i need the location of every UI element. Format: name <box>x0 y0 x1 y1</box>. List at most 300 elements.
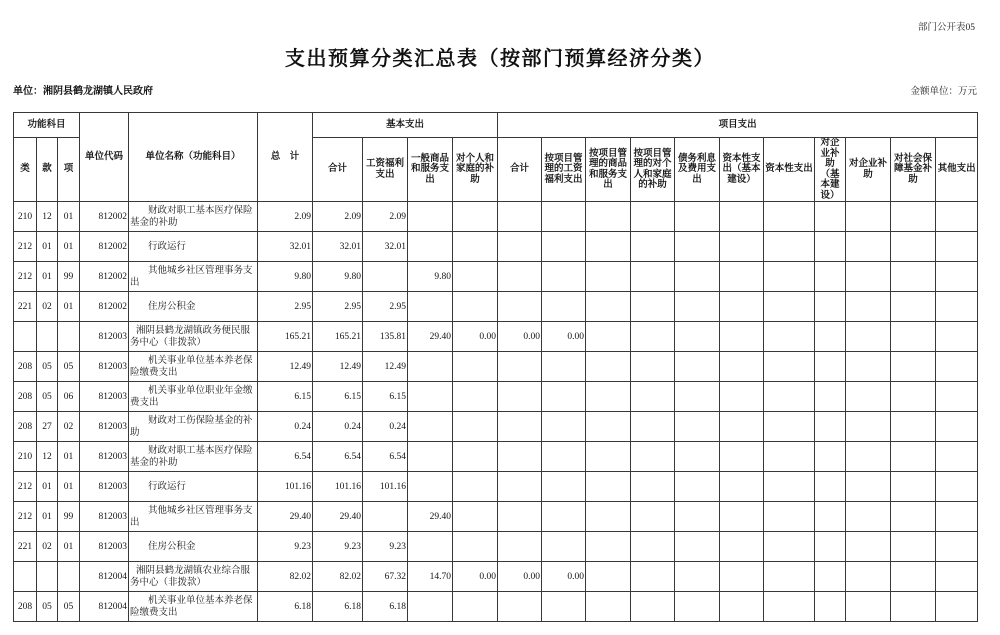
amount-cell <box>542 412 586 442</box>
amount-cell: 32.01 <box>363 232 408 262</box>
amount-cell <box>542 442 586 472</box>
amount-cell <box>453 442 498 472</box>
amount-cell <box>453 472 498 502</box>
amount-cell <box>846 322 891 352</box>
amount-cell <box>846 412 891 442</box>
func-item-cell: 02 <box>58 412 80 442</box>
unit-name-cell: 行政运行 <box>129 232 258 262</box>
unit-name-cell: 其他城乡社区管理事务支出 <box>129 502 258 532</box>
func-item-cell: 05 <box>58 592 80 622</box>
amount-cell <box>453 502 498 532</box>
amount-cell <box>453 292 498 322</box>
amount-cell <box>720 562 764 592</box>
func-item-cell: 01 <box>58 472 80 502</box>
amount-cell <box>408 442 453 472</box>
func-class-cell: 212 <box>14 232 37 262</box>
amount-cell <box>498 442 542 472</box>
amount-cell <box>720 352 764 382</box>
amount-cell: 12.49 <box>363 352 408 382</box>
amount-cell <box>764 202 815 232</box>
amount-cell <box>720 382 764 412</box>
func-section-cell: 05 <box>37 382 58 412</box>
func-section-cell: 12 <box>37 442 58 472</box>
amount-cell <box>675 292 720 322</box>
amount-cell <box>675 232 720 262</box>
amount-cell <box>498 352 542 382</box>
amount-cell <box>408 292 453 322</box>
amount-cell <box>498 592 542 622</box>
amount-cell <box>720 412 764 442</box>
amount-cell <box>498 412 542 442</box>
func-section-cell: 05 <box>37 352 58 382</box>
amount-cell <box>846 472 891 502</box>
header-capital: 资本性支出 <box>764 138 815 202</box>
unit-name-cell: 机关事业单位基本养老保险缴费支出 <box>129 592 258 622</box>
func-section-cell: 01 <box>37 232 58 262</box>
header-func-item: 项 <box>58 138 80 202</box>
amount-cell <box>453 412 498 442</box>
amount-cell <box>631 502 675 532</box>
amount-cell: 12.49 <box>258 352 313 382</box>
amount-cell <box>891 562 936 592</box>
amount-cell: 67.32 <box>363 562 408 592</box>
amount-cell <box>764 292 815 322</box>
header-basic-wages: 工资福利支出 <box>363 138 408 202</box>
func-section-cell: 27 <box>37 412 58 442</box>
amount-cell: 2.95 <box>363 292 408 322</box>
amount-cell <box>720 442 764 472</box>
amount-cell <box>408 532 453 562</box>
table-row <box>14 472 978 502</box>
amount-cell: 0.24 <box>258 412 313 442</box>
amount-cell <box>891 352 936 382</box>
func-class-cell: 208 <box>14 382 37 412</box>
amount-cell: 101.16 <box>258 472 313 502</box>
amount-cell: 0.00 <box>498 562 542 592</box>
amount-cell <box>891 592 936 622</box>
table-row <box>14 352 978 382</box>
amount-cell <box>586 352 631 382</box>
amount-cell: 0.00 <box>453 562 498 592</box>
amount-cell <box>453 592 498 622</box>
unit-code-cell: 812003 <box>80 382 129 412</box>
amount-unit-label: 金额单位：万元 <box>910 87 977 97</box>
amount-cell: 9.80 <box>408 262 453 292</box>
header-project-individuals: 按项目管理的对个人和家庭的补助 <box>631 138 675 202</box>
amount-cell <box>846 532 891 562</box>
amount-cell <box>720 322 764 352</box>
amount-cell: 9.23 <box>363 532 408 562</box>
amount-cell <box>936 532 978 562</box>
amount-cell: 165.21 <box>258 322 313 352</box>
amount-cell <box>408 472 453 502</box>
func-item-cell: 01 <box>58 532 80 562</box>
func-item-cell <box>58 562 80 592</box>
func-item-cell: 01 <box>58 202 80 232</box>
amount-cell <box>675 382 720 412</box>
amount-cell <box>815 382 846 412</box>
table-header <box>14 113 978 202</box>
table-row <box>14 562 978 592</box>
amount-cell <box>936 472 978 502</box>
unit-code-cell: 812003 <box>80 412 129 442</box>
amount-cell <box>363 502 408 532</box>
func-section-cell: 12 <box>37 202 58 232</box>
amount-cell <box>720 232 764 262</box>
amount-cell <box>720 532 764 562</box>
amount-cell <box>498 232 542 262</box>
header-capital-construction: 资本性支出（基本建设） <box>720 138 764 202</box>
amount-cell <box>498 292 542 322</box>
amount-cell <box>764 262 815 292</box>
unit-code-cell: 812002 <box>80 232 129 262</box>
amount-cell <box>453 232 498 262</box>
amount-cell: 9.80 <box>313 262 363 292</box>
amount-cell: 6.18 <box>313 592 363 622</box>
unit-code-cell: 812002 <box>80 292 129 322</box>
amount-cell <box>846 502 891 532</box>
amount-cell <box>815 352 846 382</box>
amount-cell: 29.40 <box>313 502 363 532</box>
func-class-cell: 208 <box>14 412 37 442</box>
unit-code-cell: 812004 <box>80 592 129 622</box>
header-other: 其他支出 <box>936 138 978 202</box>
amount-cell <box>891 382 936 412</box>
amount-cell <box>936 352 978 382</box>
header-enterprise-construction: 对企业补助（基本建设） <box>815 138 846 202</box>
unit-label: 单位：湘阴县鹤龙湖镇人民政府 <box>13 86 153 97</box>
amount-cell <box>586 442 631 472</box>
amount-cell <box>936 412 978 442</box>
amount-cell <box>631 412 675 442</box>
amount-cell <box>936 382 978 412</box>
amount-cell <box>586 232 631 262</box>
func-item-cell: 01 <box>58 442 80 472</box>
unit-name-cell: 住房公积金 <box>129 532 258 562</box>
amount-cell: 6.18 <box>258 592 313 622</box>
amount-cell <box>675 322 720 352</box>
amount-cell <box>631 472 675 502</box>
amount-cell <box>764 502 815 532</box>
amount-cell <box>675 562 720 592</box>
header-total: 总 计 <box>258 113 313 202</box>
amount-cell <box>586 562 631 592</box>
amount-cell <box>542 292 586 322</box>
amount-cell <box>936 442 978 472</box>
amount-cell: 6.15 <box>313 382 363 412</box>
table-row <box>14 292 978 322</box>
func-item-cell <box>58 322 80 352</box>
amount-cell <box>936 592 978 622</box>
amount-cell <box>453 202 498 232</box>
amount-cell <box>586 532 631 562</box>
amount-cell <box>815 412 846 442</box>
amount-cell <box>720 472 764 502</box>
amount-cell <box>542 502 586 532</box>
amount-cell <box>631 262 675 292</box>
amount-cell <box>586 382 631 412</box>
func-item-cell: 05 <box>58 352 80 382</box>
func-class-cell <box>14 322 37 352</box>
amount-cell: 32.01 <box>258 232 313 262</box>
amount-cell: 9.23 <box>313 532 363 562</box>
amount-cell: 0.00 <box>498 322 542 352</box>
amount-cell <box>498 202 542 232</box>
header-func-group: 功能科目 <box>14 113 80 138</box>
amount-cell: 135.81 <box>363 322 408 352</box>
amount-cell: 165.21 <box>313 322 363 352</box>
amount-cell <box>815 532 846 562</box>
amount-cell <box>675 202 720 232</box>
unit-name-cell: 湘阴县鹤龙湖镇政务便民服务中心（非拨款） <box>129 322 258 352</box>
table-row <box>14 592 978 622</box>
func-class-cell: 221 <box>14 292 37 322</box>
unit-name-cell: 机关事业单位基本养老保险缴费支出 <box>129 352 258 382</box>
func-section-cell: 01 <box>37 472 58 502</box>
amount-cell <box>846 442 891 472</box>
header-func-section: 款 <box>37 138 58 202</box>
amount-cell: 101.16 <box>313 472 363 502</box>
amount-cell <box>936 202 978 232</box>
unit-code-cell: 812002 <box>80 262 129 292</box>
amount-cell: 2.95 <box>258 292 313 322</box>
amount-cell <box>891 412 936 442</box>
amount-cell <box>408 412 453 442</box>
func-class-cell: 212 <box>14 472 37 502</box>
header-debt-interest: 债务利息及费用支出 <box>675 138 720 202</box>
amount-cell <box>675 262 720 292</box>
amount-cell <box>720 202 764 232</box>
amount-cell <box>764 442 815 472</box>
amount-cell <box>675 472 720 502</box>
amount-cell <box>498 532 542 562</box>
amount-cell <box>453 352 498 382</box>
unit-name-cell: 财政对职工基本医疗保险基金的补助 <box>129 442 258 472</box>
header-project-subtotal: 合计 <box>498 138 542 202</box>
amount-cell <box>675 352 720 382</box>
amount-cell <box>815 592 846 622</box>
func-class-cell: 212 <box>14 262 37 292</box>
header-enterprise-subsidy: 对企业补助 <box>846 138 891 202</box>
func-section-cell: 02 <box>37 532 58 562</box>
amount-cell: 2.09 <box>258 202 313 232</box>
amount-cell: 0.24 <box>363 412 408 442</box>
amount-cell: 29.40 <box>408 322 453 352</box>
amount-cell: 29.40 <box>408 502 453 532</box>
amount-cell <box>453 262 498 292</box>
amount-cell <box>720 502 764 532</box>
amount-cell <box>631 322 675 352</box>
header-unit-name: 单位名称（功能科目） <box>129 113 258 202</box>
amount-cell <box>542 532 586 562</box>
amount-cell <box>815 502 846 532</box>
amount-cell: 2.09 <box>363 202 408 232</box>
header-project-goods: 按项目管理的商品和服务支出 <box>586 138 631 202</box>
amount-cell <box>815 202 846 232</box>
amount-cell <box>846 202 891 232</box>
amount-cell: 0.00 <box>542 562 586 592</box>
amount-cell <box>631 592 675 622</box>
header-basic-group: 基本支出 <box>313 113 498 138</box>
amount-cell: 14.70 <box>408 562 453 592</box>
amount-cell: 2.09 <box>313 202 363 232</box>
amount-cell <box>815 262 846 292</box>
amount-cell <box>936 322 978 352</box>
amount-cell <box>498 382 542 412</box>
func-item-cell: 99 <box>58 502 80 532</box>
amount-cell <box>846 562 891 592</box>
amount-cell <box>891 232 936 262</box>
amount-cell <box>936 292 978 322</box>
amount-cell <box>815 562 846 592</box>
budget-summary-table <box>13 112 978 622</box>
amount-cell <box>764 532 815 562</box>
func-item-cell: 99 <box>58 262 80 292</box>
amount-cell <box>542 202 586 232</box>
amount-cell <box>586 202 631 232</box>
amount-cell <box>764 412 815 442</box>
amount-cell: 0.00 <box>453 322 498 352</box>
amount-cell <box>846 232 891 262</box>
table-row <box>14 202 978 232</box>
header-func-class: 类 <box>14 138 37 202</box>
func-class-cell: 212 <box>14 502 37 532</box>
amount-cell <box>542 472 586 502</box>
amount-cell <box>815 292 846 322</box>
amount-cell <box>891 262 936 292</box>
header-basic-subtotal: 合计 <box>313 138 363 202</box>
unit-name-cell: 机关事业单位职业年金缴费支出 <box>129 382 258 412</box>
amount-cell <box>586 262 631 292</box>
amount-cell <box>891 322 936 352</box>
amount-cell <box>586 322 631 352</box>
amount-cell <box>675 502 720 532</box>
amount-cell <box>675 412 720 442</box>
table-row <box>14 382 978 412</box>
unit-code-cell: 812003 <box>80 352 129 382</box>
doc-code-label: 部门公开表05 <box>917 23 975 33</box>
unit-name-cell: 财政对工伤保险基金的补助 <box>129 412 258 442</box>
func-class-cell: 208 <box>14 352 37 382</box>
unit-code-cell: 812003 <box>80 472 129 502</box>
unit-name-cell: 行政运行 <box>129 472 258 502</box>
amount-cell: 0.24 <box>313 412 363 442</box>
amount-cell <box>498 472 542 502</box>
amount-cell <box>408 382 453 412</box>
amount-cell <box>846 292 891 322</box>
func-class-cell: 208 <box>14 592 37 622</box>
amount-cell <box>815 232 846 262</box>
table-row <box>14 442 978 472</box>
amount-cell: 6.54 <box>258 442 313 472</box>
unit-code-cell: 812003 <box>80 532 129 562</box>
header-project-wages: 按项目管理的工资福利支出 <box>542 138 586 202</box>
amount-cell: 101.16 <box>363 472 408 502</box>
amount-cell <box>720 292 764 322</box>
func-item-cell: 06 <box>58 382 80 412</box>
amount-cell: 32.01 <box>313 232 363 262</box>
amount-cell <box>675 592 720 622</box>
amount-cell <box>586 472 631 502</box>
amount-cell: 29.40 <box>258 502 313 532</box>
amount-cell <box>720 262 764 292</box>
amount-cell <box>846 262 891 292</box>
amount-cell <box>586 592 631 622</box>
amount-cell: 9.23 <box>258 532 313 562</box>
amount-cell <box>408 202 453 232</box>
amount-cell <box>586 502 631 532</box>
amount-cell: 82.02 <box>258 562 313 592</box>
table-row <box>14 532 978 562</box>
func-class-cell: 221 <box>14 532 37 562</box>
amount-cell: 6.15 <box>363 382 408 412</box>
amount-cell: 12.49 <box>313 352 363 382</box>
unit-code-cell: 812003 <box>80 442 129 472</box>
amount-cell <box>891 202 936 232</box>
amount-cell <box>891 442 936 472</box>
amount-cell <box>631 442 675 472</box>
amount-cell <box>764 322 815 352</box>
amount-cell <box>936 502 978 532</box>
amount-cell <box>542 592 586 622</box>
amount-cell: 2.95 <box>313 292 363 322</box>
header-group-row <box>14 113 978 138</box>
table-row <box>14 502 978 532</box>
amount-cell <box>453 382 498 412</box>
amount-cell <box>586 412 631 442</box>
table-body <box>14 202 978 622</box>
amount-cell <box>764 232 815 262</box>
table-row <box>14 262 978 292</box>
amount-cell: 0.00 <box>542 322 586 352</box>
unit-code-cell: 812003 <box>80 502 129 532</box>
amount-cell <box>846 382 891 412</box>
meta-row <box>13 82 977 97</box>
amount-cell <box>675 442 720 472</box>
amount-cell <box>586 292 631 322</box>
header-unit-code: 单位代码 <box>80 113 129 202</box>
amount-cell: 6.15 <box>258 382 313 412</box>
amount-cell <box>720 592 764 622</box>
amount-cell <box>363 262 408 292</box>
unit-code-cell: 812004 <box>80 562 129 592</box>
amount-cell <box>764 382 815 412</box>
amount-cell <box>675 532 720 562</box>
amount-cell <box>408 352 453 382</box>
func-section-cell: 01 <box>37 502 58 532</box>
amount-cell: 82.02 <box>313 562 363 592</box>
amount-cell <box>631 382 675 412</box>
amount-cell <box>631 562 675 592</box>
amount-cell <box>453 532 498 562</box>
amount-cell: 6.18 <box>363 592 408 622</box>
amount-cell: 9.80 <box>258 262 313 292</box>
amount-cell: 6.54 <box>363 442 408 472</box>
amount-cell <box>498 502 542 532</box>
unit-name-cell: 财政对职工基本医疗保险基金的补助 <box>129 202 258 232</box>
amount-cell: 6.54 <box>313 442 363 472</box>
header-basic-individuals: 对个人和家庭的补助 <box>453 138 498 202</box>
amount-cell <box>846 592 891 622</box>
amount-cell <box>764 592 815 622</box>
amount-cell <box>542 352 586 382</box>
amount-cell <box>936 262 978 292</box>
func-item-cell: 01 <box>58 292 80 322</box>
amount-cell <box>542 232 586 262</box>
func-item-cell: 01 <box>58 232 80 262</box>
amount-cell <box>891 502 936 532</box>
header-social-security: 对社会保障基金补助 <box>891 138 936 202</box>
